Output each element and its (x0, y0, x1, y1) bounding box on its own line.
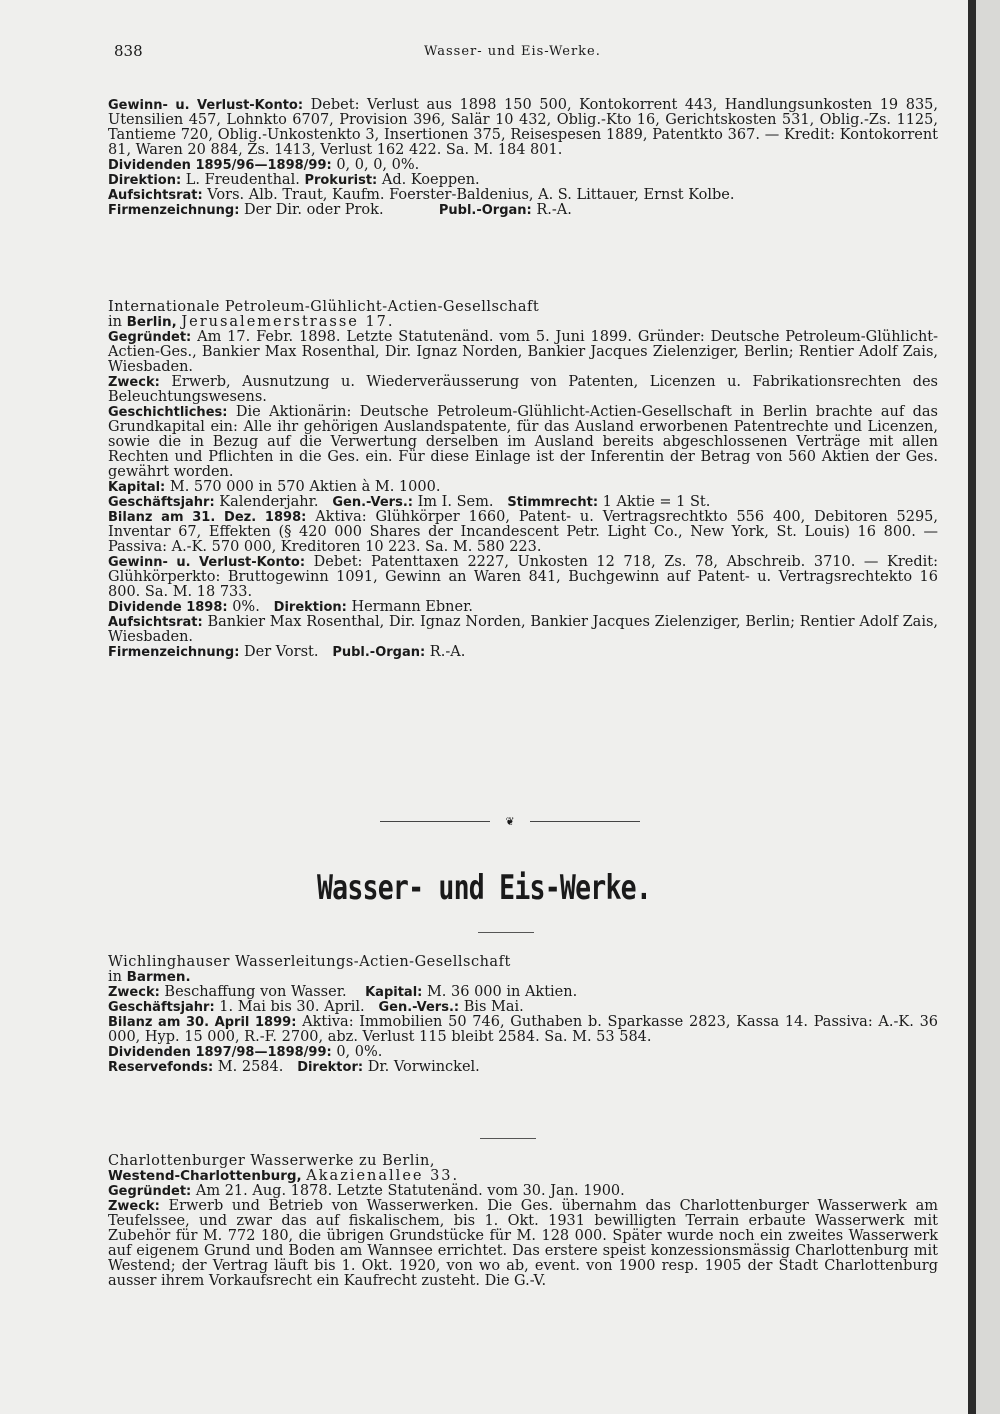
capital-paragraph: Kapital: M. 570 000 in 570 Aktien à M. 1000. (108, 479, 441, 495)
page-edge-shadow (968, 0, 976, 1414)
company-location: in Berlin, Jerusalemerstrasse 17. (108, 314, 395, 330)
company-location: in Barmen. (108, 969, 191, 985)
dividends-paragraph: Dividenden 1895/96—1898/99: 0, 0, 0, 0%. (108, 157, 420, 173)
ornamental-divider (380, 817, 640, 827)
entry-wichlinghauser (108, 955, 938, 1075)
scan-margin (976, 0, 1000, 1414)
supervisory-board-paragraph: Aufsichtsrat: Bankier Max Rosenthal, Dir. Ignaz Norden, Bankier Jacques Zielenziger, Berlin; Rentier Adolf Zais, Wiesbaden. (108, 614, 939, 645)
guv-paragraph: Gewinn- u. Verlust-Konto: Debet: Patenttaxen 2227, Unkosten 12 718, Zs. 78, Abschreib. 3710. — Kredit: Glühkörperkto: Bruttogewinn 1091, Gewinn an Waren 841, Buchgewinn auf Patent- u. Vertragsrechtekto 16 800. Sa. M. 18 733. (108, 554, 938, 600)
purpose-paragraph: Zweck: Erwerb, Ausnutzung u. Wiederveräusserung von Patenten, Licenzen u. Fabrikationsrechten des Beleuchtungswesens. (108, 374, 939, 405)
reserve-paragraph: Reservefonds: M. 2584. Direktor: Dr. Vorwinckel. (108, 1059, 480, 1075)
company-location: Westend-Charlottenburg, Akazienallee 33. (108, 1168, 460, 1184)
signature-paragraph: Firmenzeichnung: Der Vorst. Publ.-Organ: R.-A. (108, 644, 466, 660)
company-title: Wichlinghauser Wasserleitungs-Actien-Gesellschaft (108, 954, 511, 970)
founded-paragraph: Gegründet: Am 17. Febr. 1898. Letzte Statutenänd. vom 5. Juni 1899. Gründer: Deutsche Petroleum-Glühlicht-Actien-Ges., Bankier Max Rosenthal, Dir. Ignaz Norden, Bankier Jacques Zielenziger, Berlin; Rentier Adolf Zais, Wiesbaden. (108, 329, 939, 375)
supervisory-board-paragraph: Aufsichtsrat: Vors. Alb. Traut, Kaufm. Foerster-Baldenius, A. S. Littauer, Ernst Kolbe. (108, 187, 735, 203)
entry-rule (480, 1138, 536, 1139)
balance-paragraph: Bilanz am 30. April 1899: Aktiva: Immobilien 50 746, Guthaben b. Sparkasse 2823, Kassa 14. Passiva: A.-K. 36 000, Hyp. 15 000, R.-F. 2700, abz. Verlust 115 bleibt 2584. Sa. M. 53 584. (108, 1014, 939, 1045)
direction-paragraph: Direktion: L. Freudenthal. Prokurist: Ad. Koeppen. (108, 172, 480, 188)
entry-continuation (108, 98, 938, 218)
signature-paragraph: Firmenzeichnung: Der Dir. oder Prok. Publ.-Organ: R.-A. (108, 202, 572, 218)
ornament-icon: ❦ (505, 815, 515, 828)
section-heading: Wasser- und Eis-Werke. (316, 868, 652, 908)
balance-paragraph: Bilanz am 31. Dez. 1898: Aktiva: Glühkörper 1660, Patent- u. Vertragsrechtkto 556 400, Debitoren 5295, Inventar 67, Effekten (§ 420 000 Shares der Incandescent Petr. Light Co., New York, St. Louis) 16 800. — Passiva: A.-K. 570 000, Kreditoren 10 223. Sa. M. 580 223. (108, 509, 939, 555)
running-title: Wasser- und Eis-Werke. (424, 44, 601, 59)
purpose-paragraph: Zweck: Beschaffung von Wasser. Kapital: M. 36 000 in Aktien. (108, 984, 578, 1000)
history-paragraph: Geschichtliches: Die Aktionärin: Deutsche Petroleum-Glühlicht-Actien-Gesellschaft in Berlin brachte auf das Grundkapital ein: Alle ihr gehörigen Auslandspatente, für das Ausland erworbenen Patentrechte und Licenzen, sowie die in Bezug auf die Verwertung derselben im Ausland bereits abgeschlossenen Verträge mit allen Rechten und Pflichten in die Ges. ein. Für diese Einlage ist der Inferentin der Betrag von 560 Aktien der Ges. gewährt worden. (108, 404, 938, 480)
company-title: Charlottenburger Wasserwerke zu Berlin, (108, 1153, 435, 1169)
fiscal-year-paragraph: Geschäftsjahr: Kalenderjahr. Gen.-Vers.: Im I. Sem. Stimmrecht: 1 Aktie = 1 St. (108, 494, 711, 510)
guv-paragraph: Gewinn- u. Verlust-Konto: Debet: Verlust aus 1898 150 500, Kontokorrent 443, Handlungsunkosten 19 835, Utensilien 457, Lohnkto 6707, Provision 396, Salär 10 432, Oblig.-Kto 16, Gerichtskosten 531, Oblig.-Zs. 1125, Tantieme 720, Oblig.-Unkostenkto 3, Insertionen 375, Reisespesen 1889, Patentkto 367. — Kredit: Kontokorrent 81, Waren 20 884, Zs. 1413, Verlust 162 422. Sa. M. 184 801. (108, 97, 939, 158)
company-title: Internationale Petroleum-Glühlicht-Actien-Gesellschaft (108, 299, 540, 315)
dividend-paragraph: Dividende 1898: 0%. Direktion: Hermann Ebner. (108, 599, 474, 615)
section-rule (478, 932, 534, 933)
purpose-paragraph: Zweck: Erwerb und Betrieb von Wasserwerken. Die Ges. übernahm das Charlottenburger Wasserwerk am Teufelssee, und zwar das auf fiskalischem, bis 1. Okt. 1931 bewilligten Terrain erbaute Wasserwerk mit Zubehör für M. 772 180, die übrigen Grundstücke für M. 128 000. Später wurde noch ein zweites Wasserwerk auf eigenem Grund und Boden am Wannsee errichtet. Das erstere speist konzessionsmässig Charlottenburg mit Westend; der Vertrag läuft bis 1. Okt. 1920, von wo ab, event. von 1900 resp. 1905 der Stadt Charlottenburg ausser ihrem Vorkaufsrecht ein Kaufrecht zusteht. Die G.-V. (108, 1198, 939, 1289)
dividends-paragraph: Dividenden 1897/98—1898/99: 0, 0%. (108, 1044, 383, 1060)
founded-paragraph: Gegründet: Am 21. Aug. 1878. Letzte Statutenänd. vom 30. Jan. 1900. (108, 1183, 625, 1199)
entry-petroleum-gluehlicht (108, 300, 938, 660)
page-number: 838 (114, 42, 143, 60)
page-header (114, 42, 944, 66)
fiscal-year-paragraph: Geschäftsjahr: 1. Mai bis 30. April. Gen.-Vers.: Bis Mai. (108, 999, 524, 1015)
entry-charlottenburger (108, 1154, 938, 1289)
